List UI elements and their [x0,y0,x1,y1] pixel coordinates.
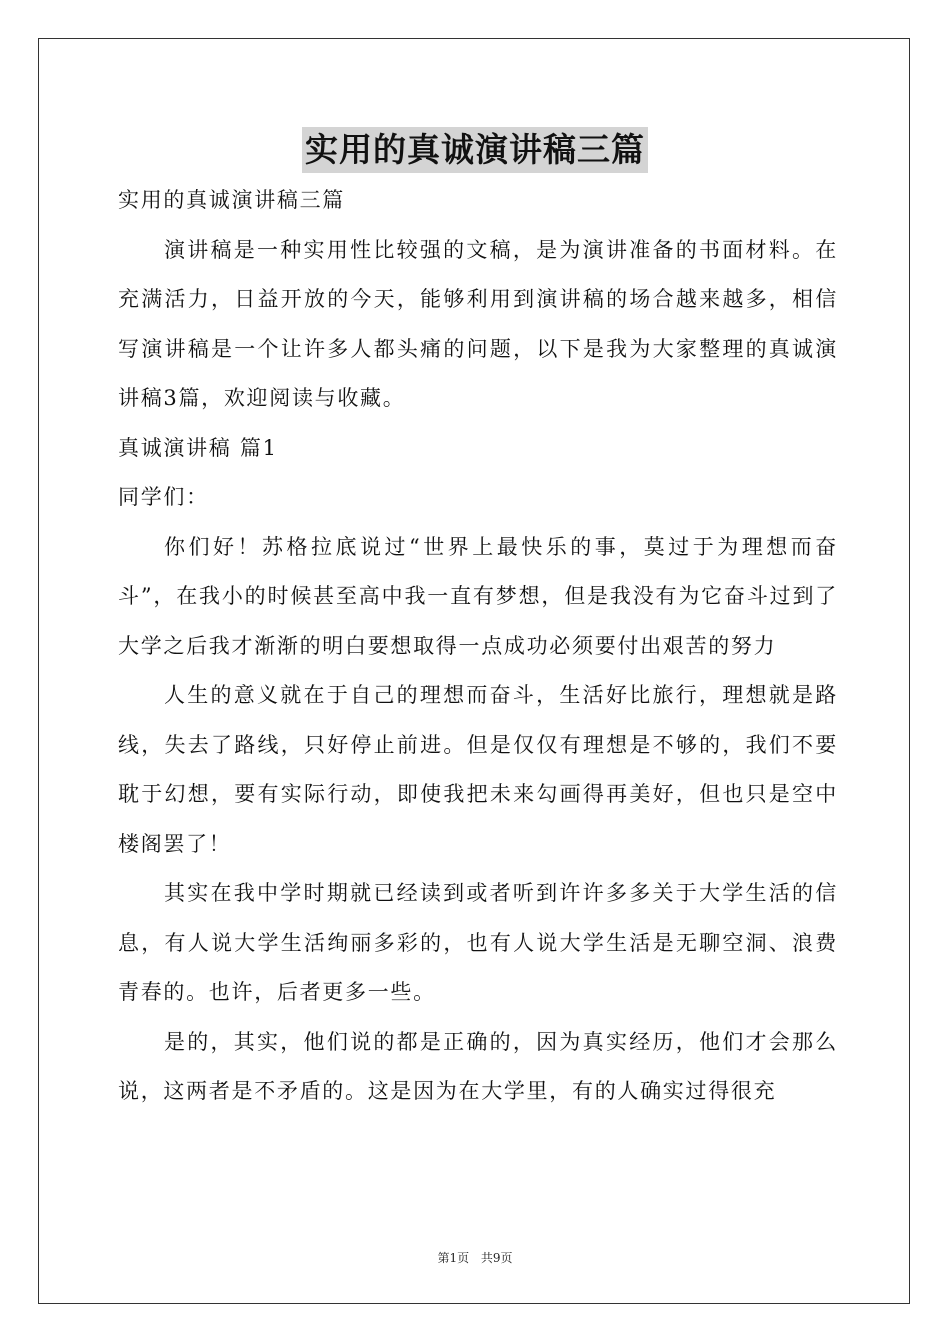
paragraph-body: 人生的意义就在于自己的理想而奋斗，生活好比旅行，理想就是路线，失去了路线，只好停止前进。但是仅仅有理想是不够的，我们不要耽于幻想，要有实际行动，即使我把未来勾画得再美好，但也只是空中楼阁罢了！ [118,683,838,856]
page-number: 第1页 [437,1251,470,1265]
paragraph-subtitle: 实用的真诚演讲稿三篇 [118,188,345,212]
paragraph-body: 是的，其实，他们说的都是正确的，因为真实经历，他们才会那么说，这两者是不矛盾的。这是因为在大学里，有的人确实过得很充 [118,1029,838,1103]
page-footer [0,1249,950,1266]
salutation: 同学们： [118,485,209,509]
title-container [0,127,950,173]
paragraph-body: 其实在我中学时期就已经读到或者听到许许多多关于大学生活的信息，有人说大学生活绚丽多彩的，也有人说大学生活是无聊空洞、浪费青春的。也许，后者更多一些。 [118,881,838,1004]
document-title: 实用的真诚演讲稿三篇 [302,127,648,173]
paragraph-body: 你们好！苏格拉底说过“世界上最快乐的事，莫过于为理想而奋斗”，在我小的时候甚至高中我一直有梦想，但是我没有为它奋斗过到了大学之后我才渐渐的明白要想取得一点成功必须要付出艰苦的努力 [118,534,838,658]
section-heading: 真诚演讲稿 篇1 [118,435,278,460]
page-total: 共9页 [480,1251,513,1265]
document-body [118,176,838,1117]
paragraph-intro: 演讲稿是一种实用性比较强的文稿，是为演讲准备的书面材料。在充满活力，日益开放的今天，能够利用到演讲稿的场合越来越多，相信写演讲稿是一个让许多人都头痛的问题，以下是我为大家整理的真诚演讲稿3篇，欢迎阅读与收藏。 [118,237,838,410]
